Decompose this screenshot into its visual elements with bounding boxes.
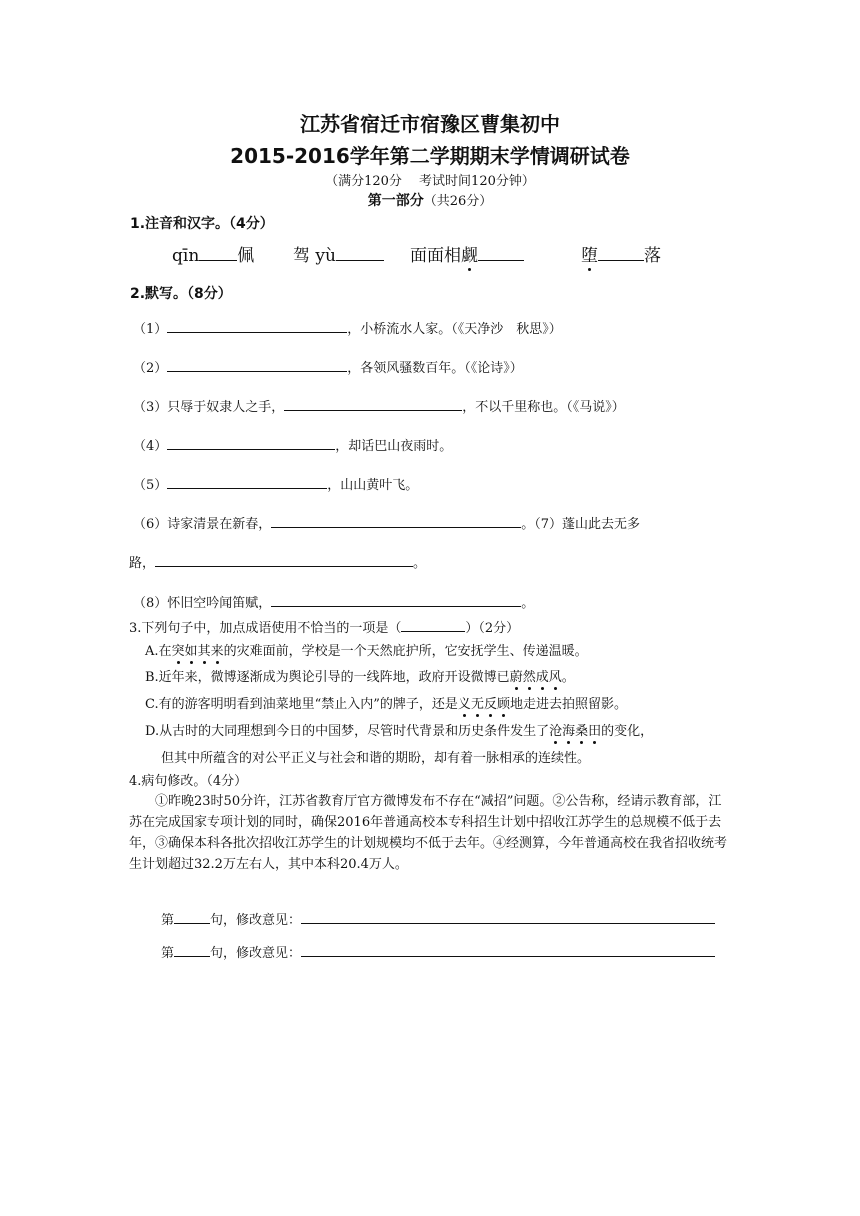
q2-heading: 2.默写。（8分） [130, 286, 232, 302]
q3-option-c-pre: C.有的游客明明看到油菜地里“禁止入内”的牌子，还是 [145, 697, 458, 712]
q2-line-7-lead: 路， [129, 556, 156, 571]
q2-line-2-lead: （2） [133, 361, 168, 376]
q2-line-5-text: ，山山黄叶飞。 [327, 478, 419, 493]
q4-heading: 4.病句修改。（4分） [129, 774, 248, 789]
q2-line-3-text: ，不以千里称也。（《马说》） [462, 400, 625, 415]
emphasis-char: 成 [535, 670, 549, 685]
q2-line-4 [133, 435, 452, 454]
q3-option-a-post: 的灾难面前，学校是一个天然庇护所，它安抚学生、传递温暖。 [223, 644, 588, 659]
q4-sentence-blank-1[interactable] [174, 909, 210, 924]
q4-sentence-blank-2[interactable] [174, 942, 210, 957]
q2-line-6-text: 。（7）蓬山此去无多 [521, 517, 641, 532]
q1-item-2-text: 驾 yù [293, 246, 336, 266]
q1-blank-1[interactable] [199, 246, 237, 261]
q2-line-7 [129, 552, 426, 571]
q4-revision-blank-1[interactable] [301, 909, 715, 924]
q3-option-b-idiom [510, 670, 562, 685]
q1-blank-2[interactable] [336, 246, 384, 261]
q2-line-5-lead: （5） [133, 478, 168, 493]
emphasis-char: 田 [588, 724, 602, 739]
q2-line-1-lead: （1） [133, 322, 168, 337]
q3-answer-blank[interactable] [401, 617, 465, 632]
q3-heading-before: 3.下列句子中，加点成语使用不恰当的一项是（ [129, 621, 402, 636]
q2-line-5 [133, 474, 418, 493]
q2-blank-8[interactable] [271, 592, 521, 607]
part-score: （共26分） [423, 194, 493, 209]
q2-blank-4[interactable] [167, 435, 335, 450]
q1-item-4-dotted: 堕 [581, 246, 598, 266]
q4-answer-1-label: 句，修改意见： [210, 913, 302, 928]
emphasis-char: 义 [457, 697, 471, 712]
q2-line-6-lead: （6）诗家清景在新春， [133, 517, 272, 532]
q3-option-c [145, 693, 627, 712]
school-title: 江苏省宿迁市宿豫区曹集初中 [300, 112, 560, 136]
q4-answer-1-prefix: 第 [161, 913, 175, 928]
q1-item-1-text: qīn [172, 246, 200, 266]
q2-line-4-text: ，却话巴山夜雨时。 [335, 439, 453, 454]
q4-answer-2 [161, 942, 715, 961]
q2-line-3-lead: （3）只辱于奴隶人之手， [133, 400, 285, 415]
exam-title: 2015-2016学年第二学期期末学情调研试卷 [230, 144, 630, 168]
q2-blank-6[interactable] [271, 513, 521, 528]
q3-option-d-idiom [549, 724, 601, 739]
q3-option-b [145, 666, 575, 685]
q3-option-d-cont: 但其中所蕴含的对公平正义与社会和谐的期盼，却有着一脉相承的连续性。 [161, 751, 591, 766]
emphasis-char: 蔚 [509, 670, 523, 685]
q3-option-d-pre: D.从古时的大同理想到今日的中国梦，尽管时代背景和历史条件发生了 [145, 724, 550, 739]
q2-line-1 [133, 318, 562, 337]
q2-blank-2[interactable] [167, 357, 347, 372]
part-title [0, 190, 860, 210]
emphasis-char: 反 [483, 697, 497, 712]
q4-answer-2-prefix: 第 [161, 946, 175, 961]
q3-option-a-idiom [172, 644, 224, 659]
q2-line-4-lead: （4） [133, 439, 168, 454]
q2-line-8 [133, 592, 534, 611]
q1-blank-4[interactable] [598, 246, 644, 261]
exam-info: （满分120分 考试时间120分钟） [325, 174, 535, 189]
q1-item-2 [293, 241, 384, 266]
q3-option-b-post: 。 [561, 670, 575, 685]
emphasis-char: 无 [470, 697, 484, 712]
q3-option-c-post: 地走进去拍照留影。 [509, 697, 627, 712]
emphasis-char: 其 [197, 644, 211, 659]
q3-option-a-pre: A.在 [145, 644, 172, 659]
q1-blank-3[interactable] [478, 246, 524, 261]
q1-item-3-text: 面面相 [410, 246, 461, 266]
q3-option-b-pre: B.近年来，微博逐渐成为舆论引导的一线阵地，政府开设微博已 [145, 670, 510, 685]
q3-heading [129, 617, 519, 636]
q4-answer-2-label: 句，修改意见： [210, 946, 302, 961]
emphasis-char: 风 [548, 670, 562, 685]
q2-line-8-text: 。 [521, 596, 535, 611]
q2-line-2-text: ，各领风骚数百年。（《论诗》） [347, 361, 523, 376]
emphasis-char: 海 [562, 724, 576, 739]
q1-item-4 [581, 241, 661, 266]
emphasis-char: 来 [210, 644, 224, 659]
q4-paragraph: ①昨晚23时50分许，江苏省教育厅官方微博发布不存在“减招”问题。②公告称，经请示教育部，江苏在完成国家专项计划的同时，确保2016年普通高校本专科招生计划中招收江苏学生的总规模不低于去年，③确保本科各批次招收江苏学生的计划规模均不低于去年。④经测算，今年普通高校在我省招收统考生计划超过32.2万左右人，其中本科20.4万人。 [129, 794, 728, 872]
q3-option-d [145, 720, 653, 739]
emphasis-char: 顾 [496, 697, 510, 712]
part-name: 第一部分 [367, 193, 424, 209]
q2-blank-3[interactable] [284, 396, 462, 411]
q2-line-8-lead: （8）怀旧空吟闻笛赋， [133, 596, 272, 611]
q1-heading: 1.注音和汉字。（4分） [130, 216, 274, 232]
emphasis-char: 桑 [575, 724, 589, 739]
emphasis-char: 突 [171, 644, 185, 659]
q3-heading-after: ）（2分） [465, 621, 520, 636]
q2-line-2 [133, 357, 523, 376]
q1-item-1-after: 佩 [237, 246, 255, 266]
q1-item-3 [410, 241, 524, 266]
q2-line-3 [133, 396, 625, 415]
q4-revision-blank-2[interactable] [301, 942, 715, 957]
emphasis-char: 沧 [549, 724, 563, 739]
q3-option-c-idiom [458, 697, 510, 712]
q4-answer-1 [161, 909, 715, 928]
q2-line-6 [133, 513, 640, 532]
q2-line-7-text: 。 [413, 556, 427, 571]
emphasis-char: 然 [522, 670, 536, 685]
q1-item-3-dotted: 觑 [461, 246, 478, 266]
q3-option-d-post: 的变化， [601, 724, 654, 739]
q2-blank-7[interactable] [155, 552, 413, 567]
q2-line-1-text: ，小桥流水人家。（《天净沙 秋思》） [347, 322, 562, 337]
q1-item-1 [172, 241, 254, 266]
q2-blank-1[interactable] [167, 318, 347, 333]
emphasis-char: 如 [184, 644, 198, 659]
q2-blank-5[interactable] [167, 474, 327, 489]
q3-option-a [145, 640, 588, 659]
q1-item-4-after: 落 [644, 246, 661, 266]
